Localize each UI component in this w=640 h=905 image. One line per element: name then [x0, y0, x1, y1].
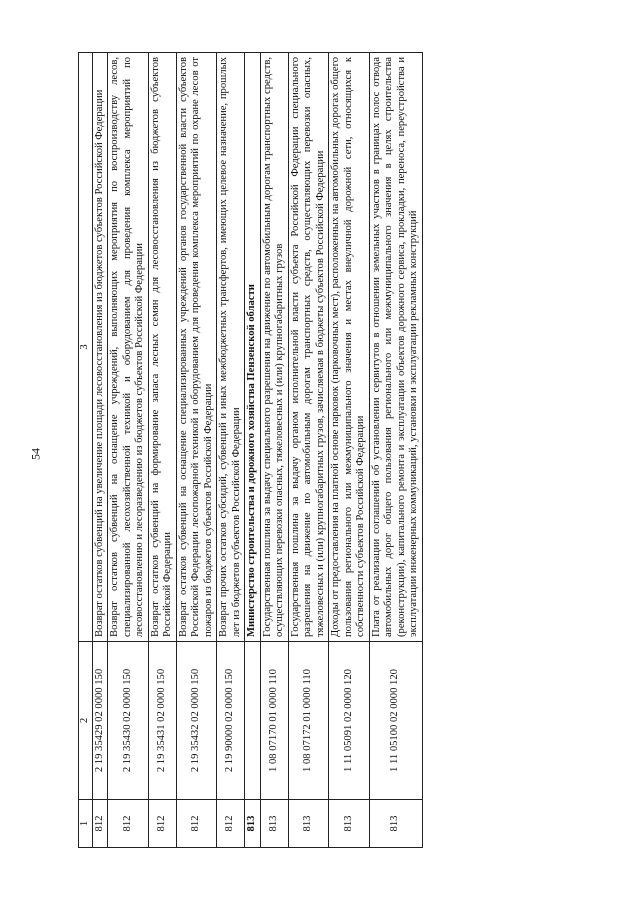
table-row: [260, 53, 288, 848]
table-row: [148, 53, 176, 848]
kbk-code-cell: 2 19 35431 02 0000 150: [148, 642, 176, 800]
description-cell: Плата от реализации соглашений об установлении сервитутов в отношении земельных участков в границах полос отвода автомобильных дорог общего пользования регионального или межмуниципального значения в целях строительства (реконструкции), капитального ремонта и эксплуатации объектов дорожного сервиса, прокладки, переноса, переустройства и эксплуатации инженерных коммуникаций, установки и эксплуатации рекламных конструкций: [369, 53, 422, 642]
description-cell: Возврат остатков субвенций на формирование запаса лесных семян для лесовосстановления из бюджетов субъектов Российской Федерации: [148, 53, 176, 642]
admin-code-cell: 812: [176, 800, 217, 848]
admin-code-cell: 813: [260, 800, 288, 848]
table-row: [217, 53, 245, 848]
admin-code-cell: 812: [217, 800, 245, 848]
rotated-table-container: [78, 53, 552, 848]
description-cell: Доходы от предоставления на платной основе парковок (парковочных мест), расположенных на автомобильных дорогах общего пользования регионального или межмуниципального значения и местах внеуличной дорожной сети, относящихся к собственности субъектов Российской Федерации: [329, 53, 370, 642]
table-row: [288, 53, 329, 848]
table-row: [329, 53, 370, 848]
table-body: [92, 53, 422, 848]
kbk-code-cell: 1 11 05091 02 0000 120: [329, 642, 370, 800]
kbk-code-cell: 1 08 07172 01 0000 110: [288, 642, 329, 800]
description-cell: Возврат прочих остатков субсидий, субвенций и иных межбюджетных трансфертов, имеющих целевое назначение, прошлых лет из бюджетов субъектов Российской Федерации: [217, 53, 245, 642]
table-header-row: [79, 53, 93, 848]
kbk-code-cell: 2 19 35432 02 0000 150: [176, 642, 217, 800]
table-section-row: [245, 53, 261, 848]
kbk-code-cell: [245, 642, 261, 800]
kbk-code-cell: 1 11 05100 02 0000 120: [369, 642, 422, 800]
table-row: [176, 53, 217, 848]
description-cell: Возврат остатков субвенций на оснащение учреждений, выполняющих мероприятия по воспроизводству лесов, специализированной лесохозяйственной техникой и оборудованием для проведения комплекса мероприятий по лесовосстановлению и лесоразведению из бюджетов субъектов Российской Федерации: [108, 53, 149, 642]
admin-code-cell: 812: [108, 800, 149, 848]
table-row: [369, 53, 422, 848]
column-header-3: 3: [79, 53, 93, 642]
description-cell: Возврат остатков субвенций на увеличение площади лесовосстановления из бюджетов субъектов Российской Федерации: [92, 53, 108, 642]
admin-code-cell: 812: [92, 800, 108, 848]
admin-code-cell: 813: [329, 800, 370, 848]
description-cell: Государственная пошлина за выдачу органом исполнительной власти субъекта Российской Федерации специального разрешения на движение по автомобильным дорогам транспортных средств, осуществляющих перевозки опасных, тяжеловесных и (или) крупногабаритных грузов, зачисляемая в бюджеты субъектов Российской Федерации: [288, 53, 329, 642]
page-number: 54: [28, 448, 43, 460]
kbk-code-cell: 2 19 90000 02 0000 150: [217, 642, 245, 800]
table-row: [108, 53, 149, 848]
kbk-code-cell: 2 19 35430 02 0000 150: [108, 642, 149, 800]
column-header-2: 2: [79, 642, 93, 800]
kbk-code-cell: 1 08 07170 01 0000 110: [260, 642, 288, 800]
description-cell: Возврат остатков субвенций на оснащение специализированных учреждений органов государственной власти субъектов Российской Федерации лесопожарной техникой и оборудованием для проведения комплекса мероприятий по охране лесов от пожаров из бюджетов субъектов Российской Федерации: [176, 53, 217, 642]
admin-code-cell: 813: [288, 800, 329, 848]
description-cell: Государственная пошлина за выдачу специального разрешения на движение по автомобильным дорогам транспортных средств, осуществляющих перевозки опасных, тяжеловесных и (или) крупногабаритных грузов: [260, 53, 288, 642]
column-header-1: 1: [79, 800, 93, 848]
admin-code-cell: 812: [148, 800, 176, 848]
ministry-heading-cell: Министерство строительства и дорожного хозяйства Пензенской области: [245, 53, 261, 642]
kbk-code-cell: 2 19 35429 02 0000 150: [92, 642, 108, 800]
admin-code-cell: 813: [245, 800, 261, 848]
admin-code-cell: 813: [369, 800, 422, 848]
budget-codes-table: [78, 52, 423, 848]
table-row: [92, 53, 108, 848]
